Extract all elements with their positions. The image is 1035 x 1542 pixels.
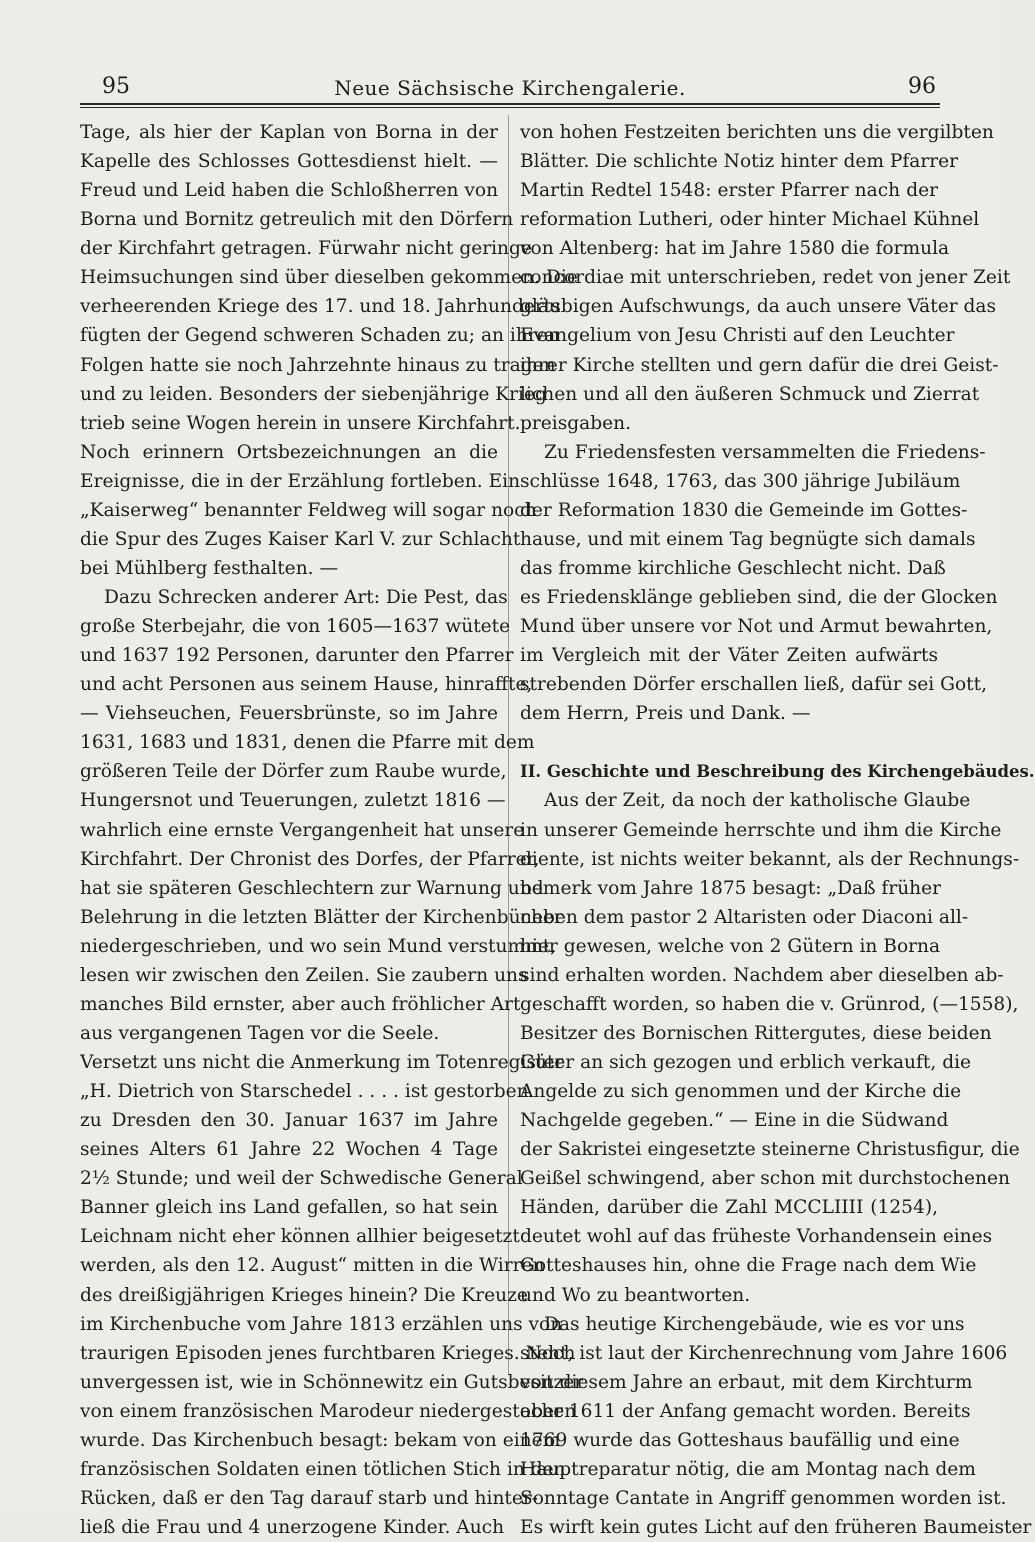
text-line: im Kirchenbuche vom Jahre 1813 erzählen uns von (80, 1313, 563, 1335)
text-line: lesen wir zwischen den Zeilen. Sie zaubern uns (80, 964, 528, 986)
text-line: 1769 wurde das Gotteshaus baufällig und eine (520, 1429, 960, 1451)
text-line: Das heutige Kirchengebäude, wie es vor uns (544, 1313, 965, 1335)
text-line: hier gewesen, welche von 2 Gütern in Borna (520, 935, 941, 957)
text-line: die Spur des Zuges Kaiser Karl V. zur Schlacht (80, 528, 521, 550)
text-line: seines Alters 61 Jahre 22 Wochen 4 Tage (80, 1139, 498, 1161)
text-line: bei Mühlberg festhalten. — (80, 557, 339, 579)
text-line: concordiae mit unterschrieben, redet von jener Zeit (520, 267, 1011, 289)
text-line: französischen Soldaten einen tötlichen Stich in den (80, 1458, 566, 1480)
text-line: Noch erinnern Ortsbezeichnungen an die (80, 441, 498, 463)
text-line: — Viehseuchen, Feuersbrünste, so im Jahre (80, 703, 498, 725)
text-line: und 1637 192 Personen, darunter den Pfarrer (80, 645, 514, 667)
running-title: Neue Sächsische Kirchengalerie. (334, 76, 686, 100)
page-number-left: 95 (102, 74, 130, 99)
text-line: Hauptreparatur nötig, die am Montag nach dem (520, 1458, 976, 1480)
header-rule (80, 103, 940, 105)
text-line: Kirchfahrt. Der Chronist des Dorfes, der Pfarrer, (80, 848, 540, 870)
text-line: Besitzer des Bornischen Rittergutes, diese beiden (520, 1022, 992, 1044)
text-line: Banner gleich ins Land gefallen, so hat sein (80, 1197, 498, 1219)
text-line: Freud und Leid haben die Schloßherren von (80, 180, 499, 202)
text-line: reformation Lutheri, oder hinter Michael Kühnel (520, 209, 980, 231)
text-line: unvergessen ist, wie in Schönnewitz ein Gutsbesitzer (80, 1371, 584, 1393)
text-line: der Kirchfahrt getragen. Fürwahr nicht geringe (80, 238, 532, 260)
text-line: trieb seine Wogen herein in unsere Kirchfahrt. (80, 412, 521, 434)
text-line: im Vergleich mit der Väter Zeiten aufwärts (520, 645, 938, 667)
text-line: wurde. Das Kirchenbuch besagt: bekam von einem (80, 1429, 561, 1451)
text-line: Ereignisse, die in der Erzählung fortleben. Ein (80, 470, 521, 492)
text-line: das fromme kirchliche Geschlecht nicht. Daß (520, 557, 946, 579)
text-line: Angelde zu sich genommen und der Kirche die (520, 1081, 962, 1103)
text-line: manches Bild ernster, aber auch fröhlicher Art (80, 993, 521, 1015)
text-line: Heimsuchungen sind über dieselben gekommen. Die (80, 267, 578, 289)
text-line: von Altenberg: hat im Jahre 1580 die formula (520, 238, 950, 260)
text-line: und acht Personen aus seinem Hause, hinraffte, (80, 674, 533, 696)
text-line: Martin Redtel 1548: erster Pfarrer nach der (520, 180, 938, 202)
text-line: der Reformation 1830 die Gemeinde im Gottes- (520, 499, 968, 521)
text-line: von diesem Jahre an erbaut, mit dem Kirchturm (520, 1371, 973, 1393)
text-line: Borna und Bornitz getreulich mit den Dörfern (80, 209, 514, 231)
text-line: von einem französischen Marodeur niedergestochen (80, 1400, 577, 1422)
text-line: größeren Teile der Dörfer zum Raube wurde, (80, 761, 507, 783)
text-line: 1631, 1683 und 1831, denen die Pfarre mit dem (80, 732, 535, 754)
text-line: der Sakristei eingesetzte steinerne Christusfigur, die (520, 1139, 1020, 1161)
text-line: große Sterbejahr, die von 1605—1637 wütete (80, 616, 511, 638)
text-line: Kapelle des Schlosses Gottesdienst hielt. — (80, 151, 498, 173)
text-line: aus vergangenen Tagen vor die Seele. (80, 1022, 440, 1044)
text-line: fügten der Gegend schweren Schaden zu; an ihren (80, 325, 560, 347)
text-line: in unserer Gemeinde herrschte und ihm die Kirche (520, 819, 1002, 841)
text-line: verheerenden Kriege des 17. und 18. Jahrhunderts (80, 296, 561, 318)
text-line: diente, ist nichts weiter bekannt, als der Rechnungs- (520, 848, 1020, 870)
text-line: Händen, darüber die Zahl MCCLIIII (1254), (520, 1197, 938, 1219)
text-line (520, 728, 938, 757)
text-line: neben dem pastor 2 Altaristen oder Diaconi all- (520, 906, 969, 928)
text-line: traurigen Episoden jenes furchtbaren Krieges. Noch (80, 1342, 576, 1364)
text-line: Aus der Zeit, da noch der katholische Glaube (544, 790, 971, 812)
text-line: Tage, als hier der Kaplan von Borna in der (80, 122, 498, 143)
text-line: „Kaiserweg“ benannter Feldweg will sogar noch (80, 499, 537, 521)
text-line: und zu leiden. Besonders der siebenjährige Krieg (80, 383, 547, 405)
text-line: hat sie späteren Geschlechtern zur Warnung und (80, 877, 544, 899)
text-line: von hohen Festzeiten berichten uns die vergilbten (520, 122, 994, 143)
text-line: Gotteshauses hin, ohne die Frage nach dem Wie (520, 1255, 977, 1277)
text-line: Sonntage Cantate in Angriff genommen worden ist. (520, 1487, 1007, 1509)
text-line: schlüsse 1648, 1763, das 300 jährige Jubiläum (520, 470, 961, 492)
page-number-right: 96 (908, 74, 936, 99)
text-line: lichen und all den äußeren Schmuck und Zierrat (520, 383, 980, 405)
text-line: Güter an sich gezogen und erblich verkauft, die (520, 1052, 972, 1073)
text-line: Rücken, daß er den Tag darauf starb und hinter- (80, 1487, 539, 1509)
section-heading: II. Geschichte und Beschreibung des Kirchengebäudes. (520, 762, 1035, 782)
text-line: Nachgelde gegeben.“ — Eine in die Südwand (520, 1110, 949, 1132)
text-line: dem Herrn, Preis und Dank. — (520, 703, 811, 725)
text-line: Blätter. Die schlichte Notiz hinter dem Pfarrer (520, 151, 959, 173)
text-line: 2½ Stunde; und weil der Schwedische General (80, 1168, 523, 1190)
text-line: bemerk vom Jahre 1875 besagt: „Daß früher (520, 877, 942, 899)
text-line: Belehrung in die letzten Blätter der Kirchenbücher (80, 906, 563, 928)
text-line: es Friedensklänge geblieben sind, die der Glocken (520, 587, 998, 608)
right-column (520, 118, 1035, 1542)
text-line: des dreißigjährigen Krieges hinein? Die Kreuze (80, 1284, 528, 1306)
text-line: preisgaben. (520, 412, 632, 434)
text-line: Leichnam nicht eher können allhier beigesetzt (80, 1226, 520, 1248)
text-line: Geißel schwingend, aber schon mit durchstochenen (520, 1168, 1010, 1190)
text-line: zu Dresden den 30. Januar 1637 im Jahre (80, 1110, 498, 1132)
text-line: „H. Dietrich von Starschedel . . . . ist gestorben (80, 1081, 529, 1103)
text-line: hause, und mit einem Tag begnügte sich damals (520, 528, 976, 550)
text-line: ihrer Kirche stellten und gern dafür die drei Geist- (520, 354, 999, 376)
text-line: strebenden Dörfer erschallen ließ, dafür sei Gott, (520, 674, 988, 696)
text-line: Zu Friedensfesten versammelten die Friedens- (544, 441, 986, 463)
text-line: sind erhalten worden. Nachdem aber dieselben ab- (520, 964, 1004, 986)
text-line: Es wirft kein gutes Licht auf den früheren Baumeister (520, 1517, 1032, 1538)
text-line: deutet wohl auf das früheste Vorhandensein eines (520, 1226, 993, 1248)
text-line: Hungersnot und Teuerungen, zuletzt 1816 — (80, 790, 506, 812)
text-line: Dazu Schrecken anderer Art: Die Pest, das (104, 587, 508, 608)
text-line: ließ die Frau und 4 unerzogene Kinder. Auch (80, 1517, 505, 1538)
text-line: Versetzt uns nicht die Anmerkung im Totenregister (80, 1052, 564, 1073)
text-line: gläubigen Aufschwungs, da auch unsere Väter das (520, 296, 997, 318)
text-line: und Wo zu beantworten. (520, 1284, 751, 1306)
text-line: Folgen hatte sie noch Jahrzehnte hinaus zu tragen (80, 354, 556, 376)
text-line: geschafft worden, so haben die v. Grünrod, (—1558), (520, 993, 1019, 1015)
running-header (80, 70, 940, 104)
header-rule-thin (80, 107, 940, 108)
text-line: aber 1611 der Anfang gemacht worden. Bereits (520, 1400, 971, 1422)
text-line: Evangelium von Jesu Christi auf den Leuchter (520, 325, 955, 347)
text-line: werden, als den 12. August“ mitten in die Wirren (80, 1255, 545, 1277)
text-line: niedergeschrieben, und wo sein Mund verstummt, (80, 935, 557, 957)
text-line: steht, ist laut der Kirchenrechnung vom Jahre 1606 (520, 1342, 1008, 1364)
text-line: wahrlich eine ernste Vergangenheit hat unsere (80, 819, 525, 841)
text-line: Mund über unsere vor Not und Armut bewahrten, (520, 616, 993, 638)
